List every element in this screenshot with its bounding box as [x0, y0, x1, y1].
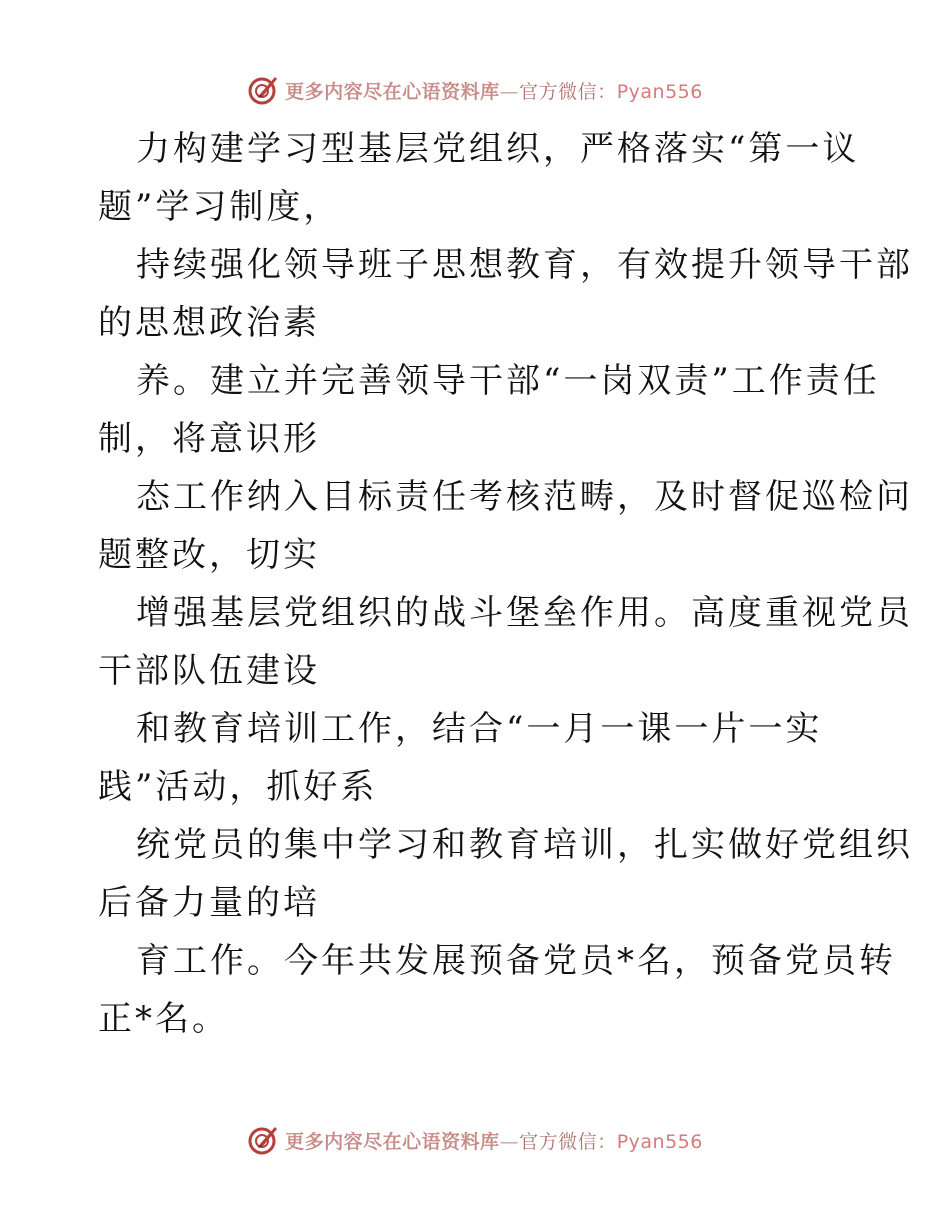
footer-watermark-text: [285, 1127, 703, 1154]
paragraph-line: 养。建立并完善领导干部“一岗双责”工作责任: [136, 361, 880, 401]
paragraph-line: 题”学习制度，: [98, 187, 341, 227]
paragraph-line: 态工作纳入目标责任考核范畴，及时督促巡检问: [136, 477, 913, 517]
footer-lead-text: 更多内容尽在心语资料库: [285, 1130, 500, 1153]
paragraph-line: 育工作。今年共发展预备党员*名，预备党员转: [136, 941, 896, 981]
footer-wechat-label: 官方微信：: [519, 1130, 617, 1153]
quill-logo-icon: [247, 74, 279, 106]
paragraph-line: 力构建学习型基层党组织，严格落实“第一议: [136, 129, 860, 169]
paragraph-line: 制，将意识形: [98, 419, 320, 459]
paragraph-line: 后备力量的培: [98, 883, 320, 923]
paragraph-line: 统党员的集中学习和教育培训，扎实做好党组织: [136, 825, 913, 865]
header-wechat-id: Pyan556: [616, 80, 703, 103]
document-body: [98, 120, 913, 1048]
footer-wechat-id: Pyan556: [616, 1130, 703, 1153]
paragraph-line: 增强基层党组织的战斗堡垒作用。高度重视党员: [136, 593, 913, 633]
header-watermark-text: [285, 77, 703, 104]
header-watermark: [0, 70, 950, 110]
header-wechat-label: 官方微信：: [519, 80, 617, 103]
paragraph-line: 干部队伍建设: [98, 651, 320, 691]
paragraph-line: 持续强化领导班子思想教育，有效提升领导干部: [136, 245, 913, 285]
header-dash: —: [499, 80, 520, 103]
quill-logo-icon: [247, 1124, 279, 1156]
paragraph-line: 和教育培训工作，结合“一月一课一片一实: [136, 709, 823, 749]
header-lead-text: 更多内容尽在心语资料库: [285, 80, 500, 103]
footer-dash: —: [499, 1130, 520, 1153]
paragraph-line: 践”活动，抓好系: [98, 767, 378, 807]
paragraph-line: 题整改，切实: [98, 535, 320, 575]
paragraph-line: 的思想政治素: [98, 303, 320, 343]
paragraph-line: 正*名。: [98, 999, 229, 1039]
footer-watermark: [0, 1120, 950, 1160]
